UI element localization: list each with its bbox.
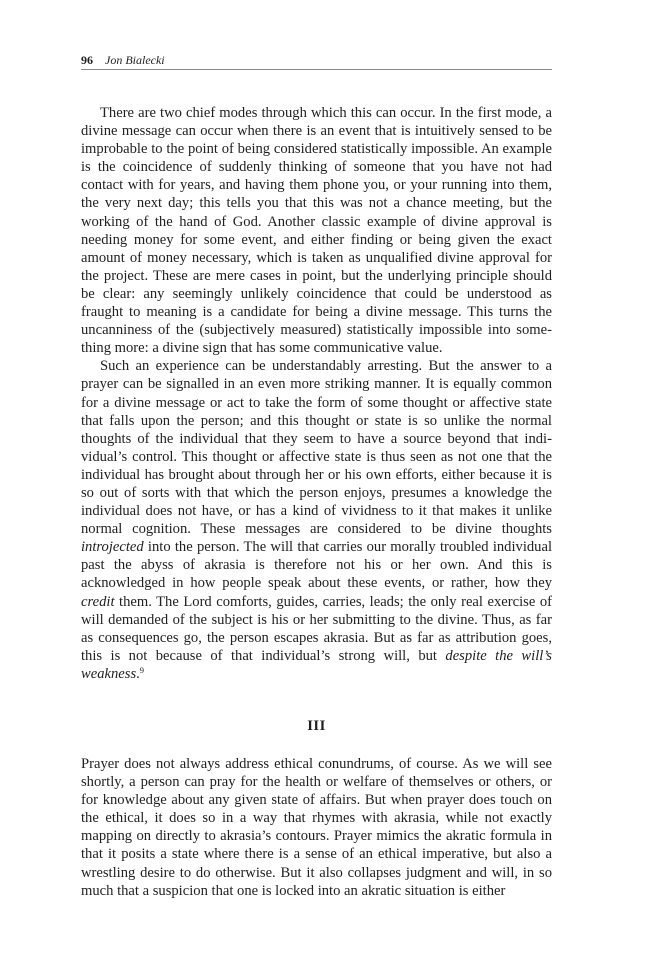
page-number: 96: [81, 53, 93, 67]
paragraph-arresting-experience: [81, 357, 552, 683]
footnote-marker[interactable]: 9: [139, 664, 145, 675]
paragraph-two-modes: There are two chief modes through which this can occur. In the first mode, a divine message can occur when there is an event that is intuitively sensed to be improbable to the point of being considered statistically impossible. An example is the coincidence of suddenly thinking of someone that you have not had contact with for years, and having them phone you, or your running into them, the very next day; this tells you that this was not a chance meeting, but the working of the hand of God. Another classic example of divine approval is needing money for some event, and either finding or being given the exact amount of money necessary, which is taken as unqualified divine approval for the project. These are mere cases in point, but the underlying principle should be clear: any seemingly unlikely coincidence that could be understood as fraught to meaning is a candidate for being a divine message. This turns the uncanniness of the (subjectively measured) statistically impossible into something more: a divine sign that has some communicative value.: [81, 105, 552, 357]
paragraph-text: Such an experience can be understandably arresting. But the answer to a prayer can be signalled in an even more striking manner. It is equally common for a divine message or act to take the form of some thought or affective state that falls upon the person; and this thought or state is so unlike the normal thoughts of the individual that they seem to have a source beyond that individual’s control. This thought or affective state is thus seen as not one that the individual has brought about through her or his own efforts, either because it is so out of sorts with that which the person enjoys, presumes a knowledge the individual does not have, or has a kind of vividness to it that makes it unlike normal cognition. These messages are considered to be divine thoughts: [81, 358, 552, 538]
body-text-lower: [81, 755, 552, 900]
section-heading: III: [307, 718, 326, 734]
running-head: [81, 51, 552, 70]
paragraph-text: into the person. The will that carries our morally troubled individual past the abyss of akrasia is therefore not his or her own. And this is acknowledged in how people speak about these events, or rather, how they: [81, 539, 552, 592]
paragraph-text: them. The Lord comforts, guides, carries, leads; the only real exercise of will demanded of the subject is his or her submitting to the divine. Thus, as far as consequences go, the person escapes akrasia. But as far as attribution goes, this is not because of that individual’s strong will, but: [81, 593, 552, 664]
paragraph-prayer-ethics: Prayer does not always address ethical conundrums, of course. As we will see shortly, a person can pray for the health or welfare of themselves or others, or for knowledge about any given state of affairs. But when prayer does touch on the ethical, it does so in a way that rhymes with akrasia, while not exactly mapping on directly to akrasia’s contours. Prayer mimics the akratic formula in that it posits a state where there is a sense of an ethical imperative, but also a wrestling desire to do otherwise. But it also collapses judgment and will, in so much that a suspicion that one is locked into an akratic situation is either: [81, 756, 552, 899]
emphasis-despite-weakness: despite the will’s weakness: [81, 647, 552, 682]
running-head-author: Jon Bialecki: [105, 53, 165, 67]
emphasis-credit: credit: [81, 593, 115, 610]
emphasis-introjected: introjected: [81, 539, 144, 556]
body-text-upper: [81, 104, 552, 683]
paragraph-text: .: [136, 665, 140, 682]
